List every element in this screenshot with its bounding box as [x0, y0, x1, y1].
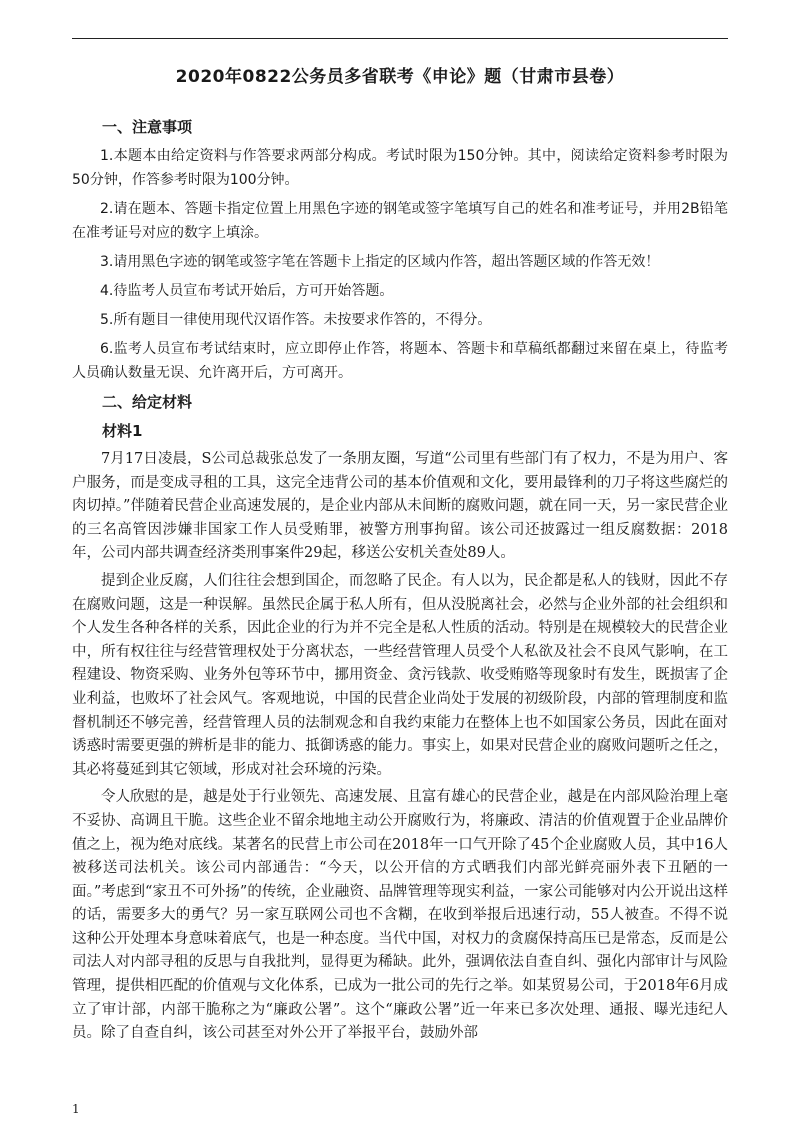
header-rule: [72, 38, 728, 39]
section-heading-notices: 一、注意事项: [102, 118, 193, 136]
page-number: 1: [72, 1102, 80, 1116]
notice-item: 3.请用黑色字迹的钢笔或签字笔在答题卡上指定的区域内作答，超出答题区域的作答无效！: [100, 254, 660, 270]
material-label: 材料1: [102, 422, 143, 440]
notice-item: 5.所有题目一律使用现代汉语作答。未按要求作答的，不得分。: [100, 312, 492, 328]
document-body: [72, 115, 728, 1050]
body-paragraph: 提到企业反腐，人们往往会想到国企，而忽略了民企。有人以为，民企都是私人的钱财，因此不存在腐败问题，这是一种误解。虽然民企属于私人所有，但从没脱离社会，必然与企业外部的社会组织和个人发生各种各样的关系，因此企业的行为并不完全是私人性质的活动。特别是在规模较大的民营企业中，所有权往往与经营管理权处于分离状态，一些经营管理人员受个人私欲及社会不良风气影响，在工程建设、物资采购、业务外包等环节中，挪用资金、贪污钱款、收受贿赂等现象时有发生，既损害了企业利益，也败坏了社会风气。客观地说，中国的民营企业尚处于发展的初级阶段，内部的管理制度和监督机制还不够完善，经营管理人员的法制观念和自我约束能力在整体上也不如国家公务员，因此在面对诱惑时需要更强的辨析是非的能力、抵御诱惑的能力。事实上，如果对民营企业的腐败问题听之任之，其必将蔓延到其它领域，形成对社会环境的污染。: [72, 572, 728, 778]
notice-item: 6.监考人员宣布考试结束时，应立即停止作答，将题本、答题卡和草稿纸都翻过来留在桌上，待监考人员确认数量无误、允许离开后，方可离开。: [72, 341, 728, 381]
body-paragraph: 令人欣慰的是，越是处于行业领先、高速发展、且富有雄心的民营企业，越是在内部风险治理上毫不妥协、高调且干脆。这些企业不留余地地主动公开腐败行为，将廉政、清洁的价值观置于企业品牌价值之上，视为绝对底线。某著名的民营上市公司在2018年一口气开除了45个企业腐败人员，其中16人被移送司法机关。该公司内部通告：“今天，以公开信的方式晒我们内部光鲜亮丽外表下丑陋的一面。”考虑到“家丑不可外扬”的传统，企业融资、品牌管理等现实利益，一家公司能够对内公开说出这样的话，需要多大的勇气？另一家互联网公司也不含糊，在收到举报后迅速行动，55人被查。不得不说这种公开处理本身意味着底气，也是一种态度。当代中国，对权力的贪腐保持高压已是常态，反而是公司法人对内部寻租的反思与自我批判，显得更为稀缺。此外，强调依法自查自纠、强化内部审计与风险管理，提供相匹配的价值观与文化体系，已成为一批公司的先行之举。如某贸易公司，于2018年6月成立了审计部，内部干脆称之为“廉政公署”。这个“廉政公署”近一年来已多次处理、通报、曝光违纪人员。除了自查自纠，该公司甚至对外公开了举报平台，鼓励外部: [72, 789, 728, 1042]
notice-item: 1.本题本由给定资料与作答要求两部分构成。考试时限为150分钟。其中，阅读给定资料参考时限为50分钟，作答参考时限为100分钟。: [72, 148, 728, 188]
body-paragraph: 7月17日凌晨，S公司总裁张总发了一条朋友圈，写道“公司里有些部门有了权力，不是为用户、客户服务，而是变成寻租的工具，这完全违背公司的基本价值观和文化，要用最锋利的刀子将这些腐烂的肉切掉。”伴随着民营企业高速发展的，是企业内部从未间断的腐败问题，就在同一天，另一家民营企业的三名高管因涉嫌非国家工作人员受贿罪，被警方刑事拘留。该公司还披露过一组反腐数据：2018年，公司内部共调查经济类刑事案件29起，移送公安机关查处89人。: [72, 451, 728, 562]
notice-item: 2.请在题本、答题卡指定位置上用黑色字迹的钢笔或签字笔填写自己的姓名和准考证号，并用2B铅笔在准考证号对应的数字上填涂。: [72, 201, 728, 241]
section-heading-materials: 二、给定材料: [102, 393, 193, 411]
notice-item: 4.待监考人员宣布考试开始后，方可开始答题。: [100, 283, 394, 299]
document-title: 2020年0822公务员多省联考《申论》题（甘肃市县卷）: [175, 67, 625, 87]
